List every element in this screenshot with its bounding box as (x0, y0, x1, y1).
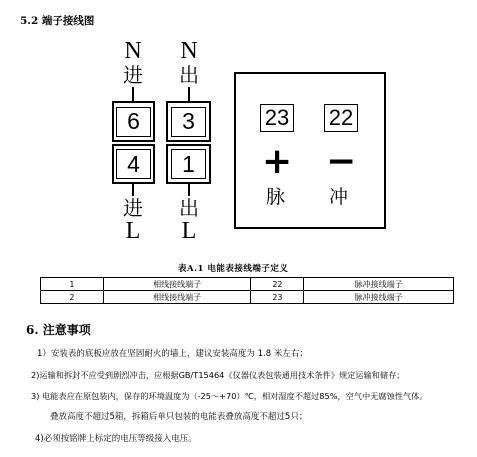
left-bottom-han: 进 (123, 196, 143, 220)
terminal-definition-table (40, 277, 454, 304)
minus-icon: − (326, 141, 357, 182)
right-bottom-han: 出 (179, 196, 199, 220)
plus-icon: + (262, 141, 293, 182)
terminal-3-label: 3 (171, 107, 206, 137)
left-top-han: 进 (123, 63, 143, 87)
table-cell: 1 (41, 278, 104, 291)
table-cell: 2 (41, 291, 104, 304)
note-item: 3) 电能表应在原包装内，保存的环境温度为（-25〜+70）℃，相对湿度不超过85%，空气中无腐蚀性气体。 (31, 391, 428, 401)
note-item: 2)运输和拆封不应受到剧烈冲击，应根据GB/T15464《仪器仪表包装通用技术条件》规定运输和储存； (31, 370, 405, 380)
table-cell: 相线接线端子 (103, 278, 251, 291)
terminal-1-label: 1 (171, 149, 206, 179)
right-top-label (175, 40, 203, 87)
left-top-label (119, 40, 147, 87)
terminal-1 (166, 144, 211, 184)
pulse-output-box (234, 72, 386, 229)
table-cell: 脉冲接线端子 (304, 278, 454, 291)
right-top-han: 出 (179, 63, 199, 87)
note-item: 1）安装表的底板应放在坚固耐火的墙上，建议安装高度为 1.8 米左右； (37, 349, 308, 359)
right-top-letter: N (180, 38, 198, 64)
terminal-22: 22 (324, 104, 358, 132)
left-bottom-letter: L (125, 218, 141, 244)
note-item: 叠放高度不超过5箱，拆箱后单只包装的电能表叠放高度不超过5只； (50, 412, 308, 422)
terminal-6-label: 6 (116, 107, 151, 137)
section-title: 5.2 端子接线图 (20, 15, 95, 27)
pulse-label-right: 冲 (329, 186, 349, 208)
left-top-letter: N (124, 38, 142, 64)
terminal-3 (166, 101, 211, 142)
terminal-4 (112, 144, 155, 184)
table-row (41, 278, 454, 291)
terminal-23: 23 (260, 104, 294, 132)
section6-title: 6. 注意事项 (26, 323, 91, 337)
table-cell: 脉冲接线端子 (304, 291, 454, 304)
right-bottom-letter: L (181, 218, 197, 244)
terminal-4-label: 4 (116, 149, 151, 179)
table-row (41, 291, 454, 304)
left-top-wire (132, 87, 134, 101)
table-cell: 23 (251, 291, 304, 304)
right-bottom-label (175, 196, 203, 243)
right-top-wire (188, 87, 190, 101)
table-cell: 相线接线端子 (103, 291, 251, 304)
table-cell: 22 (251, 278, 304, 291)
left-bottom-label (119, 196, 147, 243)
terminal-6 (112, 101, 155, 142)
note-item: 4)必须按铭牌上标定的电压等级接入电压。 (35, 434, 197, 444)
table-caption: 表A.1 电能表接线端子定义 (178, 264, 289, 274)
pulse-label-left: 脉 (266, 186, 286, 208)
left-bottom-wire (132, 184, 134, 196)
right-bottom-wire (188, 184, 190, 196)
